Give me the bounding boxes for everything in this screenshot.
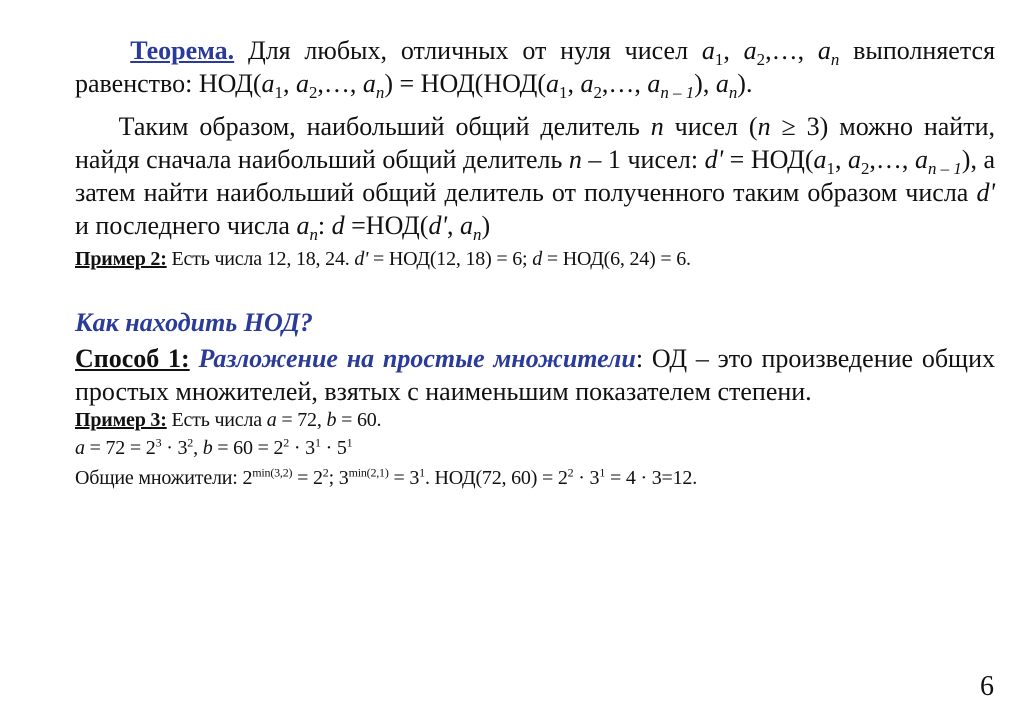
var-a: a — [460, 211, 474, 240]
text: = 60. — [336, 409, 382, 431]
text: Есть числа — [166, 409, 267, 431]
text: = 72 = 2 — [84, 437, 156, 459]
text: · 3 — [573, 467, 600, 489]
text: и последнего числа — [75, 211, 297, 240]
text: = 3 — [388, 467, 420, 489]
example-3-line-2 — [75, 436, 995, 461]
var-a: a — [580, 69, 594, 98]
var-d: d — [331, 211, 345, 240]
subscript: 2 — [860, 159, 870, 179]
var-a: a — [266, 409, 277, 431]
exponent: 2 — [567, 465, 574, 480]
text: Таким образом, наибольший общий делитель — [118, 112, 651, 141]
exponent: min(3,2) — [252, 465, 293, 480]
var-d-prime: d' — [428, 211, 448, 240]
separator: , — [834, 145, 848, 174]
subscript: 2 — [593, 83, 602, 103]
var-a: a — [914, 145, 928, 174]
example-3-line-3 — [75, 466, 995, 491]
text: = НОД(6, 24) = 6. — [542, 248, 691, 270]
var-a: a — [296, 211, 310, 240]
var-a: a — [701, 36, 715, 65]
subscript: 1 — [274, 83, 283, 103]
exponent: 2 — [283, 435, 290, 450]
exponent: 1 — [419, 465, 425, 480]
text: . НОД(72, 60) = 2 — [424, 467, 568, 489]
subscript: n — [473, 225, 482, 245]
subscript: 1 — [558, 83, 568, 103]
text: чисел ( — [663, 112, 758, 141]
text: : ОД – это произведение общих простых множителей, взятых с наименьшим показателем степени. — [75, 344, 995, 406]
ellipsis: ,…, — [601, 69, 648, 98]
exponent: 2 — [187, 435, 194, 450]
text: =НОД( — [344, 211, 429, 240]
var-a: a — [647, 69, 661, 98]
var-a: a — [743, 36, 757, 65]
example-2 — [75, 247, 995, 272]
text: ), а затем найти наибольший общий делитель от полученного таким образом числа — [75, 145, 996, 207]
exponent: 1 — [599, 465, 606, 480]
var-n: n — [650, 112, 664, 141]
exponent: 3 — [155, 435, 162, 450]
method-1-title: Разложение на простые множители — [198, 344, 636, 373]
theorem-text: выполняется равенство: НОД( — [75, 36, 996, 98]
text: = 2 — [292, 467, 323, 489]
subscript: n – 1 — [660, 83, 695, 103]
subscript: 2 — [308, 83, 318, 103]
var-a: a — [75, 437, 85, 459]
var-n: n — [568, 145, 582, 174]
text: = 72, — [276, 409, 327, 431]
subscript: n — [375, 83, 385, 103]
var-d-prime: d' — [704, 145, 724, 174]
ellipsis: ,…, — [317, 69, 363, 98]
example-3-label: Пример 3: — [75, 409, 167, 431]
ellipsis: ,…, — [765, 36, 818, 65]
ellipsis: ,…, — [869, 145, 915, 174]
var-n: n — [757, 112, 771, 141]
var-a: a — [715, 69, 729, 98]
text: ) — [481, 211, 491, 240]
text: · 3 — [161, 437, 188, 459]
text: = 4 · 3=12. — [605, 467, 697, 489]
text: ; 3 — [328, 467, 349, 489]
var-a: a — [817, 36, 831, 65]
var-a: a — [261, 69, 275, 98]
theorem-text: ), — [694, 69, 716, 98]
text: ≥ 3) можно найти, найдя сначала наибольший общий делитель — [75, 112, 995, 174]
var-b: b — [326, 409, 337, 431]
var-a: a — [813, 145, 827, 174]
theorem-text: ) = НОД(НОД( — [384, 69, 546, 98]
text: · 3 — [289, 437, 315, 459]
var-a: a — [545, 69, 559, 98]
subscript: n — [728, 83, 738, 103]
separator: , — [723, 36, 744, 65]
exponent: 2 — [322, 465, 329, 480]
text: = НОД( — [723, 145, 814, 174]
text: = НОД(12, 18) = 6; — [368, 248, 533, 270]
example-3-line-1 — [75, 408, 995, 433]
method-paragraph — [75, 110, 996, 245]
example-2-label: Пример 2: — [75, 248, 167, 270]
var-b: b — [202, 437, 213, 459]
theorem-text: Для любых, отличных от нуля чисел — [234, 36, 702, 65]
subscript: n – 1 — [927, 159, 962, 179]
var-a: a — [295, 69, 309, 98]
method-1-label: Способ 1: — [75, 344, 190, 373]
theorem-text: ). — [737, 69, 753, 98]
text: : — [317, 211, 332, 240]
subscript: 2 — [756, 50, 766, 70]
text: = 60 = 2 — [212, 437, 284, 459]
page-number: 6 — [980, 671, 994, 702]
subscript: n — [830, 50, 840, 70]
exponent: min(2,1) — [348, 465, 389, 480]
text: , — [193, 437, 203, 459]
text: , — [447, 211, 461, 240]
theorem-paragraph — [75, 34, 996, 103]
var-d-prime: d' — [976, 178, 995, 207]
subscript: 1 — [826, 159, 835, 179]
separator: , — [282, 69, 296, 98]
exponent: 1 — [346, 435, 353, 450]
var-a: a — [847, 145, 861, 174]
exponent: 1 — [314, 435, 321, 450]
var-d-prime: d' — [354, 248, 369, 270]
section-heading: Как находить НОД? — [75, 308, 313, 337]
text: – 1 чисел: — [581, 145, 705, 174]
subscript: n — [309, 225, 318, 245]
text: · 5 — [320, 437, 347, 459]
separator: , — [567, 69, 581, 98]
text: Есть числа 12, 18, 24. — [166, 248, 355, 270]
subscript: 1 — [714, 50, 724, 70]
var-a: a — [362, 69, 376, 98]
method-1-paragraph — [75, 342, 995, 408]
theorem-label: Теорема. — [130, 36, 235, 65]
var-d: d — [532, 248, 543, 270]
text: Общие множители: 2 — [75, 467, 253, 489]
